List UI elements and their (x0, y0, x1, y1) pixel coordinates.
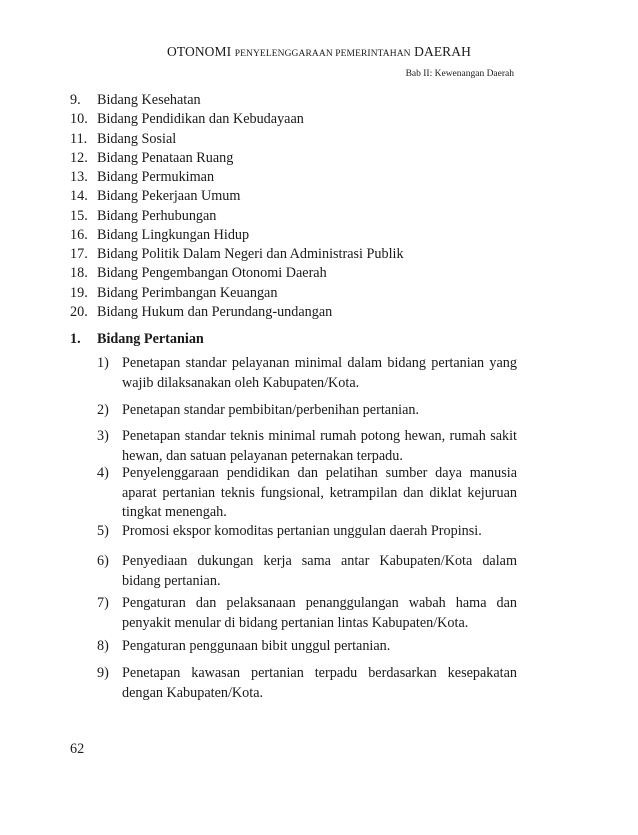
section-item (97, 664, 517, 703)
section-item-number: 1) (97, 355, 109, 371)
section-item-number: 8) (97, 638, 109, 654)
section-item-number: 6) (97, 553, 109, 569)
running-header-chapter: Bab II: Kewenangan Daerah (405, 69, 514, 79)
running-header-title (0, 44, 638, 60)
list-item-text: Bidang Lingkungan Hidup (97, 226, 250, 243)
bidang-list (70, 91, 530, 322)
section-item (97, 594, 517, 633)
section-item-text: Penetapan standar teknis minimal rumah potong hewan, rumah sakit hewan, dan satuan pelayanan peternakan terpadu. (122, 428, 517, 464)
section-item-number: 5) (97, 523, 109, 539)
list-item-number: 9. (70, 92, 81, 108)
section-item-text: Penetapan standar pembibitan/perbenihan pertanian. (122, 402, 420, 418)
list-item (70, 226, 530, 245)
header-title-part3: DAERAH (414, 44, 471, 59)
list-item-number: 20. (70, 303, 88, 320)
list-item (70, 149, 530, 168)
header-title-part2: PENYELENGGARAAN PEMERINTAHAN (234, 49, 411, 59)
section-item-number: 2) (97, 402, 109, 418)
list-item (70, 110, 530, 129)
section-item (97, 464, 517, 523)
section-item-number: 3) (97, 428, 109, 444)
section-item-number: 4) (97, 465, 109, 481)
section-item (97, 427, 517, 466)
list-item-text: Bidang Perimbangan Keuangan (97, 284, 278, 301)
section-item (97, 552, 517, 591)
list-item-text: Bidang Perhubungan (97, 207, 217, 224)
list-item (70, 303, 530, 322)
list-item-text: Bidang Hukum dan Perundang-undangan (97, 303, 333, 320)
section-title: Bidang Pertanian (97, 331, 204, 347)
section-number: 1. (70, 331, 81, 347)
list-item-text: Bidang Sosial (97, 130, 177, 147)
list-item-text: Bidang Kesehatan (97, 92, 201, 108)
list-item-text: Bidang Permukiman (97, 169, 215, 185)
section-item (97, 401, 517, 421)
list-item-text: Bidang Pekerjaan Umum (97, 188, 241, 205)
list-item-number: 11. (70, 130, 88, 147)
list-item-text: Bidang Politik Dalam Negeri dan Administrasi Publik (97, 246, 404, 262)
section-item-number: 7) (97, 595, 109, 611)
list-item-number: 14. (70, 188, 88, 205)
page-number: 62 (70, 741, 85, 757)
list-item (70, 284, 530, 303)
list-item-number: 12. (70, 149, 88, 166)
list-item-number: 18. (70, 265, 88, 282)
section-item (97, 522, 517, 542)
list-item (70, 187, 530, 206)
section-item-text: Penetapan standar pelayanan minimal dalam bidang pertanian yang wajib dilaksanakan oleh Kabupaten/Kota. (122, 355, 517, 391)
list-item (70, 207, 530, 226)
section-item-text: Pengaturan dan pelaksanaan penanggulangan wabah hama dan penyakit menular di bidang pertanian lintas Kabupaten/Kota. (122, 595, 517, 631)
section-item-text: Pengaturan penggunaan bibit unggul pertanian. (122, 638, 391, 654)
list-item-number: 19. (70, 284, 88, 301)
section-item-text: Penyelenggaraan pendidikan dan pelatihan sumber daya manusia aparat pertanian teknis fungsional, ketrampilan dan diklat kejuruan tingkat menengah. (122, 465, 517, 520)
list-item-number: 13. (70, 169, 88, 185)
section-item (97, 637, 517, 657)
list-item-text: Bidang Penataan Ruang (97, 149, 234, 166)
section-item-text: Penyediaan dukungan kerja sama antar Kabupaten/Kota dalam bidang pertanian. (122, 553, 517, 589)
list-item (70, 91, 530, 110)
list-item-text: Bidang Pendidikan dan Kebudayaan (97, 111, 304, 128)
list-item (70, 168, 530, 187)
list-item-text: Bidang Pengembangan Otonomi Daerah (97, 265, 327, 282)
list-item (70, 130, 530, 149)
section-item-text: Promosi ekspor komoditas pertanian unggulan daerah Propinsi. (122, 523, 482, 539)
section-item-text: Penetapan kawasan pertanian terpadu berdasarkan kesepakatan dengan Kabupaten/Kota. (122, 665, 517, 701)
list-item-number: 15. (70, 207, 88, 224)
list-item-number: 17. (70, 246, 88, 262)
header-title-part1: OTONOMI (167, 44, 232, 59)
list-item (70, 264, 530, 283)
section-item-number: 9) (97, 665, 109, 681)
section-item (97, 354, 517, 393)
list-item (70, 245, 530, 264)
list-item-number: 16. (70, 226, 88, 243)
section-heading (70, 331, 520, 348)
list-item-number: 10. (70, 111, 88, 128)
